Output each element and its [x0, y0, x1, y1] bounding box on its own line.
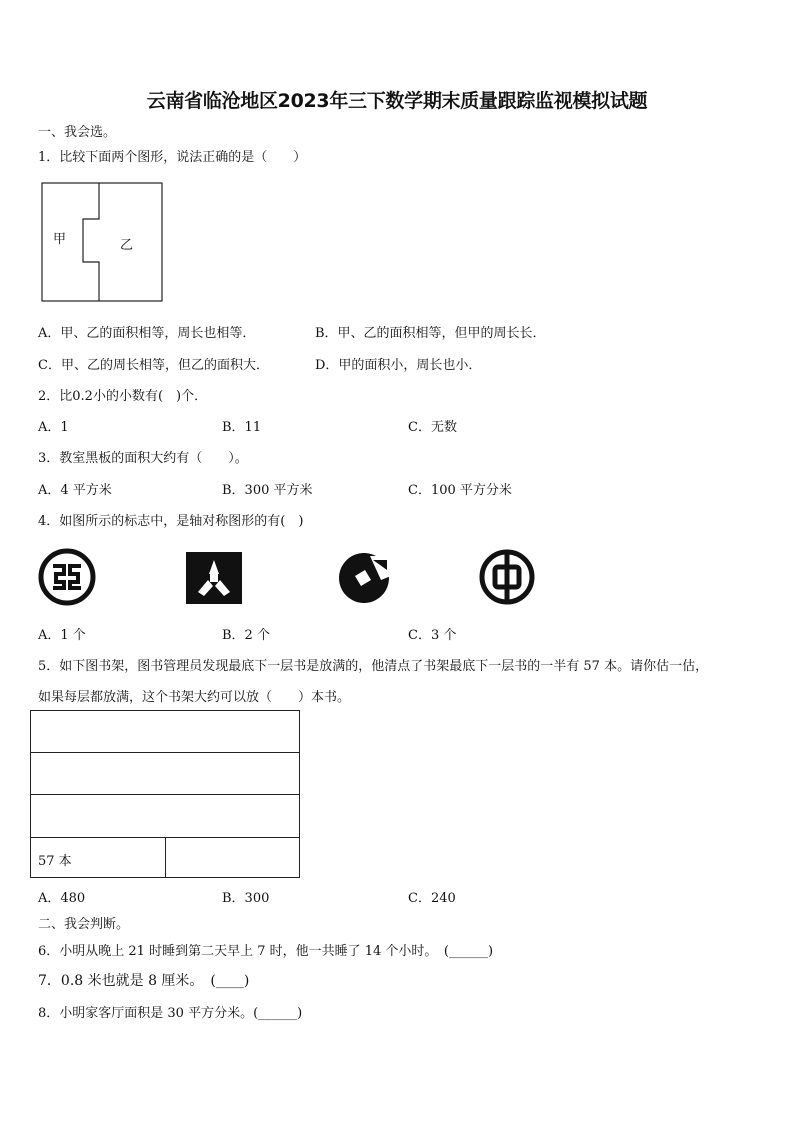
question-5-option-b[interactable]: B．300 [222, 891, 270, 906]
question-2-option-c[interactable]: C．无数 [408, 420, 457, 435]
question-2-option-b[interactable]: B．11 [222, 420, 262, 435]
dividing-line [83, 183, 99, 301]
section-heading-choice: 一、我会选。 [38, 125, 117, 140]
question-4-option-b[interactable]: B．2 个 [222, 628, 270, 643]
question-2-option-a[interactable]: A．1 [38, 420, 69, 435]
question-5-option-a[interactable]: A．480 [38, 891, 86, 906]
question-1-option-c[interactable]: C．甲、乙的周长相等，但乙的面积大． [38, 358, 269, 373]
question-3-stem: 3．教室黑板的面积大约有（ ）。 [38, 451, 248, 466]
question-4-stem: 4．如图所示的标志中，是轴对称图形的有( ) [38, 514, 304, 529]
question-1-stem: 1．比较下面两个图形，说法正确的是（ ） [38, 150, 307, 165]
question-4-option-a[interactable]: A．1 个 [38, 628, 86, 643]
ccb-style-logo-icon [186, 552, 242, 604]
shelf-half-label: 57 本 [38, 854, 72, 869]
question-5-stem-line-1: 5．如下图书架，图书管理员发现最底下一层书是放满的，他清点了书架最底下一层书的一半有 57 本。请你估一估， [38, 659, 709, 674]
question-1-option-d[interactable]: D．甲的面积小，周长也小． [315, 358, 482, 373]
question-1-option-b[interactable]: B．甲、乙的面积相等，但甲的周长长． [315, 326, 546, 341]
question-5-option-c[interactable]: C．240 [408, 891, 456, 906]
page-title: 云南省临沧地区2023年三下数学期末质量跟踪监视模拟试题 [146, 90, 648, 112]
shelf-divider [31, 752, 299, 753]
figure-label-jia: 甲 [53, 232, 67, 247]
question-2-stem: 2．比0.2小的小数有( )个． [38, 389, 208, 404]
shelf-half-divider [165, 837, 166, 878]
question-7-stem[interactable]: 7．0.8 米也就是 8 厘米。 (____) [38, 973, 250, 989]
question-5-stem-line-2: 如果每层都放满，这个书架大约可以放（ ）本书。 [38, 690, 351, 705]
figure-label-yi: 乙 [120, 238, 134, 253]
section-heading-judge: 二、我会判断。 [38, 917, 130, 932]
bookshelf-diagram [30, 710, 300, 878]
question-3-option-b[interactable]: B．300 平方米 [222, 483, 313, 498]
icbc-logo-icon [38, 548, 96, 606]
question-4-option-c[interactable]: C．3 个 [408, 628, 457, 643]
question-1-option-a[interactable]: A．甲、乙的面积相等，周长也相等． [38, 326, 256, 341]
question-3-option-c[interactable]: C．100 平方分米 [408, 483, 512, 498]
question-3-option-a[interactable]: A．4 平方米 [38, 483, 112, 498]
circle-logo-icon [337, 550, 393, 604]
question-6-stem[interactable]: 6．小明从晚上 21 时睡到第二天早上 7 时，他一共睡了 14 个小时。 (______) [38, 944, 494, 959]
question-8-stem[interactable]: 8．小明家客厅面积是 30 平方分米。(______) [38, 1006, 303, 1021]
shelf-divider [31, 794, 299, 795]
boc-logo-icon [479, 548, 535, 606]
